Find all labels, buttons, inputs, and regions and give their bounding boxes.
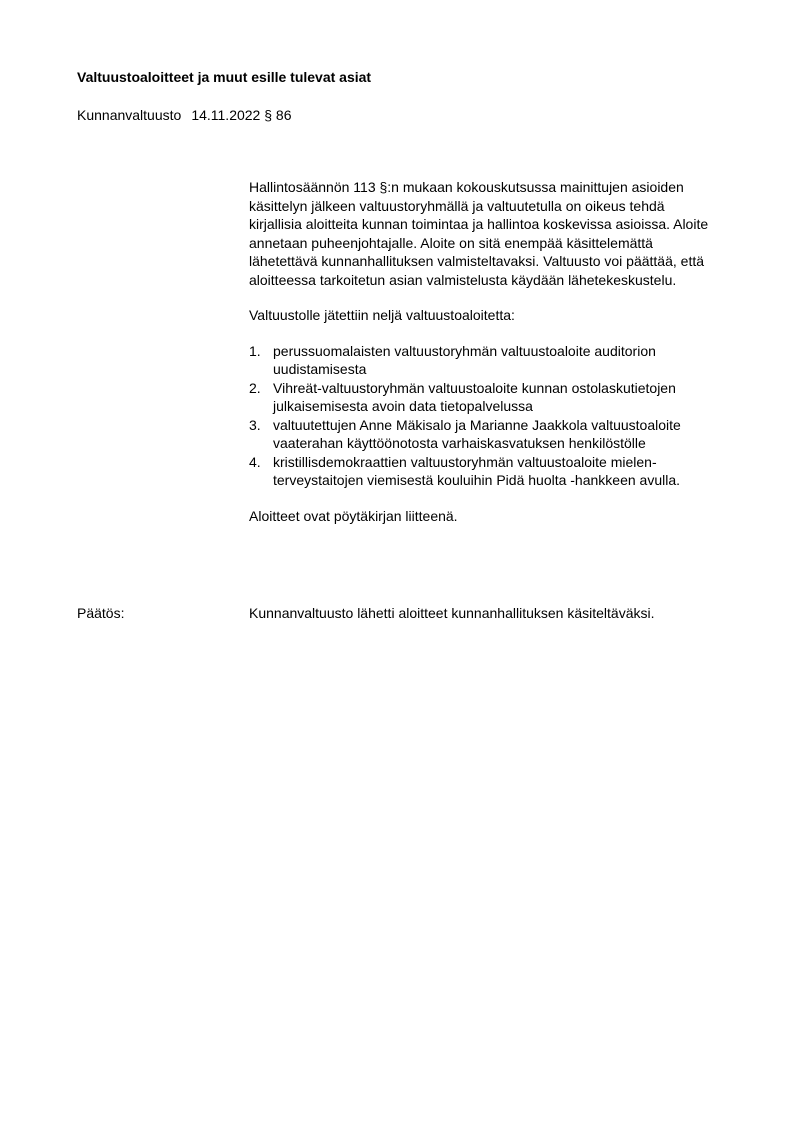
list-item — [249, 342, 743, 379]
meeting-info — [77, 106, 291, 125]
decision-text: Kunnanvaltuusto lähetti aloitteet kunnanhallituksen käsiteltäväksi. — [249, 605, 655, 621]
list-item-text: valtuutettujen Anne Mäkisalo ja Marianne Jaakkola valtuustoaloite vaaterahan käyttöönotosta varhaiskasvatuksen henkilöstölle — [273, 416, 681, 451]
document-body — [249, 178, 739, 525]
list-item-number: 3. — [249, 416, 261, 433]
initiatives-list — [249, 342, 739, 490]
intro-paragraph: Hallintosäännön 113 §:n mukaan kokouskutsussa mainittujen asioiden käsittelyn jälkeen valtuustoryhmällä ja valtuutetulla on oikeus tehdä kirjallisia aloitteita kunnan toimintaa ja hallintoa koskevissa asioissa. Aloite annetaan puheenjohtajalle. Aloite on sitä enempää käsittelemättä lähetettävä kunnanhallituksen valmisteltavaksi. Valtuusto voi päättää, että aloitteessa tarkoitetun asian valmistelusta käydään lähetekeskustelu. — [249, 179, 709, 288]
list-item-number: 1. — [249, 342, 261, 359]
list-item-text: kristillisdemokraattien valtuustoryhmän valtuustoaloite mielen-terveystaitojen viemisestä kouluihin Pidä huolta -hankkeen avulla. — [273, 453, 681, 488]
list-item — [249, 453, 743, 490]
meeting-body: Kunnanvaltuusto — [77, 107, 182, 123]
decision-label: Päätös: — [77, 605, 125, 621]
list-item-text: Vihreät-valtuustoryhmän valtuustoaloite kunnan ostolaskutietojen julkaisemisesta avoin data tietopalvelussa — [273, 379, 676, 414]
meeting-ref: 14.11.2022 § 86 — [191, 107, 292, 123]
list-item-text: perussuomalaisten valtuustoryhmän valtuustoaloite auditorion uudistamisesta — [273, 342, 656, 377]
list-item — [249, 379, 743, 416]
document-title: Valtuustoaloitteet ja muut esille tulevat asiat — [77, 69, 372, 85]
list-intro: Valtuustolle jätettiin neljä valtuustoaloitetta: — [249, 307, 515, 323]
attachments-note: Aloitteet ovat pöytäkirjan liitteenä. — [249, 507, 458, 524]
list-item — [249, 416, 743, 453]
list-item-number: 2. — [249, 379, 261, 396]
list-item-number: 4. — [249, 453, 261, 470]
